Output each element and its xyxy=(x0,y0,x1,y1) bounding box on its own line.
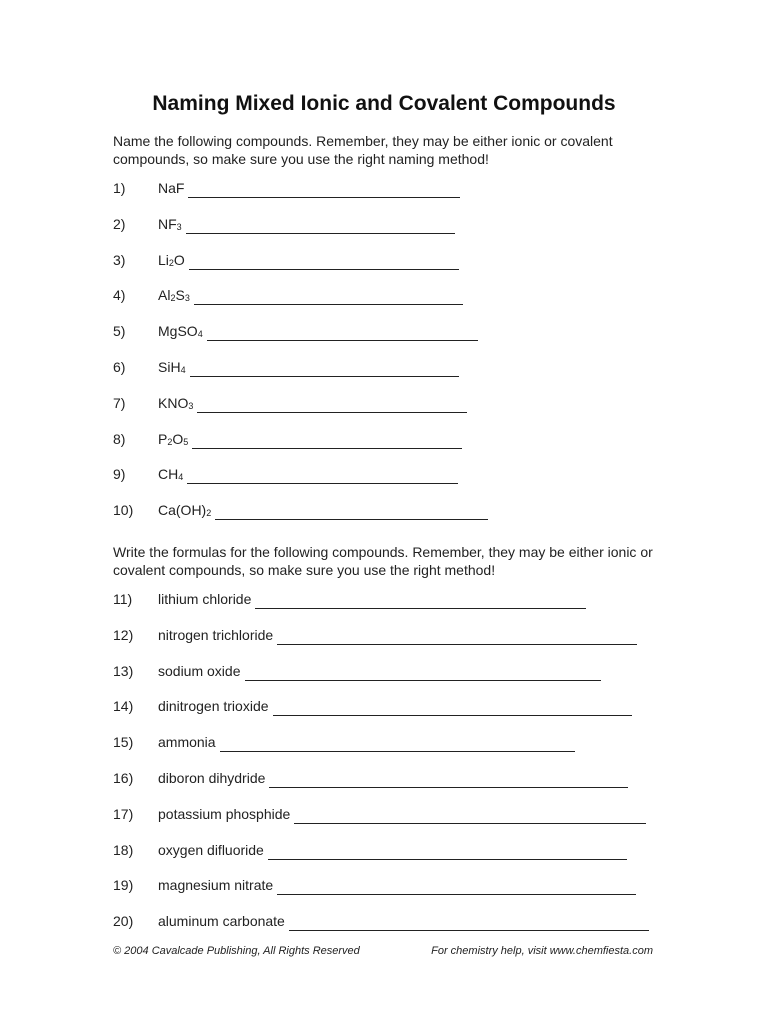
formula-subscript: 4 xyxy=(197,329,203,340)
answer-blank[interactable] xyxy=(289,911,649,931)
question-number: 17) xyxy=(113,805,134,822)
question-number: 16) xyxy=(113,770,134,786)
answer-blank[interactable] xyxy=(245,661,601,681)
chemical-formula xyxy=(158,429,188,449)
formula-subscript: 4 xyxy=(180,365,186,375)
compound-name: lithium chloride xyxy=(158,591,252,607)
compound-name: nitrogen trichloride xyxy=(158,626,274,643)
question-number: 7) xyxy=(113,394,126,411)
answer-blank[interactable] xyxy=(192,429,462,449)
formula-subscript: 2 xyxy=(168,257,174,268)
question-item xyxy=(113,285,673,305)
formula-text: O xyxy=(173,251,185,268)
question-number: 10) xyxy=(113,502,134,519)
question-item xyxy=(113,321,673,341)
question-number: 19) xyxy=(113,877,134,894)
compound-name: oxygen difluoride xyxy=(158,841,264,858)
formula-text: P xyxy=(158,430,168,447)
question-number: 6) xyxy=(113,359,126,375)
chemical-formula xyxy=(158,393,193,413)
question-number: 18) xyxy=(113,841,134,858)
formula-text: MgSO xyxy=(158,323,198,340)
compound-name: magnesium nitrate xyxy=(158,877,274,894)
question-item xyxy=(113,250,673,270)
question-number: 2) xyxy=(113,215,126,232)
compound-name: dinitrogen trioxide xyxy=(158,698,269,715)
question-item xyxy=(113,178,673,198)
compound-name: ammonia xyxy=(158,734,216,751)
answer-blank[interactable] xyxy=(186,214,455,234)
formula-text: Li xyxy=(158,251,169,268)
formula-text: SiH xyxy=(158,359,181,375)
chemical-formula xyxy=(158,500,211,520)
answer-blank[interactable] xyxy=(187,464,458,484)
question-item xyxy=(113,732,673,752)
chemical-formula xyxy=(158,321,203,341)
question-item xyxy=(113,393,673,413)
formula-subscript: 4 xyxy=(178,472,184,483)
question-item xyxy=(113,768,673,788)
question-item xyxy=(113,357,673,377)
answer-blank[interactable] xyxy=(269,768,628,788)
answer-blank[interactable] xyxy=(294,804,646,824)
question-item xyxy=(113,661,673,681)
compound-name: sodium oxide xyxy=(158,662,241,679)
compound-name: potassium phosphide xyxy=(158,805,291,822)
formula-text: Al xyxy=(158,287,171,304)
question-item xyxy=(113,214,673,234)
answer-blank[interactable] xyxy=(189,250,459,270)
formula-subscript: 3 xyxy=(184,293,190,304)
formula-subscript: 3 xyxy=(176,221,182,232)
section1-instructions: Name the following compounds. Remember, they may be either ionic or covalent compounds, so make sure you use the right naming method! xyxy=(113,133,613,167)
copyright-footer: © 2004 Cavalcade Publishing, All Rights Reserved xyxy=(113,945,360,957)
page-title: Naming Mixed Ionic and Covalent Compounds xyxy=(152,92,616,115)
answer-blank[interactable] xyxy=(220,732,575,752)
formula-text: CH xyxy=(158,466,179,483)
question-item xyxy=(113,875,673,895)
answer-blank[interactable] xyxy=(197,393,467,413)
question-number: 4) xyxy=(113,287,126,304)
question-number: 5) xyxy=(113,323,126,340)
formula-subscript: 2 xyxy=(167,436,173,447)
answer-blank[interactable] xyxy=(194,285,463,305)
formula-text: NaF xyxy=(158,180,185,196)
chemical-formula xyxy=(158,357,186,377)
formula-subscript: 2 xyxy=(206,508,212,519)
question-number: 9) xyxy=(113,466,126,483)
answer-blank[interactable] xyxy=(215,500,488,520)
question-number: 20) xyxy=(113,913,134,930)
answer-blank[interactable] xyxy=(188,178,460,198)
formula-text: Ca(OH) xyxy=(158,502,207,519)
question-number: 13) xyxy=(113,662,134,679)
chemical-formula xyxy=(158,285,190,305)
answer-blank[interactable] xyxy=(255,589,586,609)
answer-blank[interactable] xyxy=(190,357,459,377)
formula-text: S xyxy=(175,287,185,304)
section2-instructions: Write the formulas for the following compounds. Remember, they may be either ionic or covalent compounds, so make sure you use the right method! xyxy=(113,544,653,578)
answer-blank[interactable] xyxy=(277,625,637,645)
formula-text: NF xyxy=(158,215,177,232)
question-number: 1) xyxy=(113,180,126,196)
answer-blank[interactable] xyxy=(273,696,632,716)
question-item xyxy=(113,500,673,520)
question-item xyxy=(113,589,673,609)
question-item xyxy=(113,429,673,449)
chemical-formula xyxy=(158,464,183,484)
question-item xyxy=(113,911,673,931)
question-item xyxy=(113,464,673,484)
formula-subscript: 3 xyxy=(188,400,194,411)
answer-blank[interactable] xyxy=(268,840,627,860)
question-number: 11) xyxy=(113,591,133,607)
question-item xyxy=(113,840,673,860)
question-number: 3) xyxy=(113,251,126,268)
question-number: 8) xyxy=(113,430,126,447)
question-item xyxy=(113,804,673,824)
question-item xyxy=(113,625,673,645)
formula-text: KNO xyxy=(158,394,189,411)
help-footer: For chemistry help, visit www.chemfiesta.com xyxy=(431,945,653,957)
formula-subscript: 5 xyxy=(183,436,189,447)
question-number: 15) xyxy=(113,734,134,751)
compound-name: diboron dihydride xyxy=(158,770,266,786)
answer-blank[interactable] xyxy=(207,321,478,341)
question-item xyxy=(113,696,673,716)
question-number: 12) xyxy=(113,626,134,643)
chemical-formula xyxy=(158,214,182,234)
formula-subscript: 2 xyxy=(170,293,176,304)
compound-name: aluminum carbonate xyxy=(158,913,285,930)
chemical-formula xyxy=(158,178,184,198)
chemical-formula xyxy=(158,250,185,270)
question-number: 14) xyxy=(113,698,134,715)
answer-blank[interactable] xyxy=(277,875,636,895)
formula-text: O xyxy=(172,430,184,447)
